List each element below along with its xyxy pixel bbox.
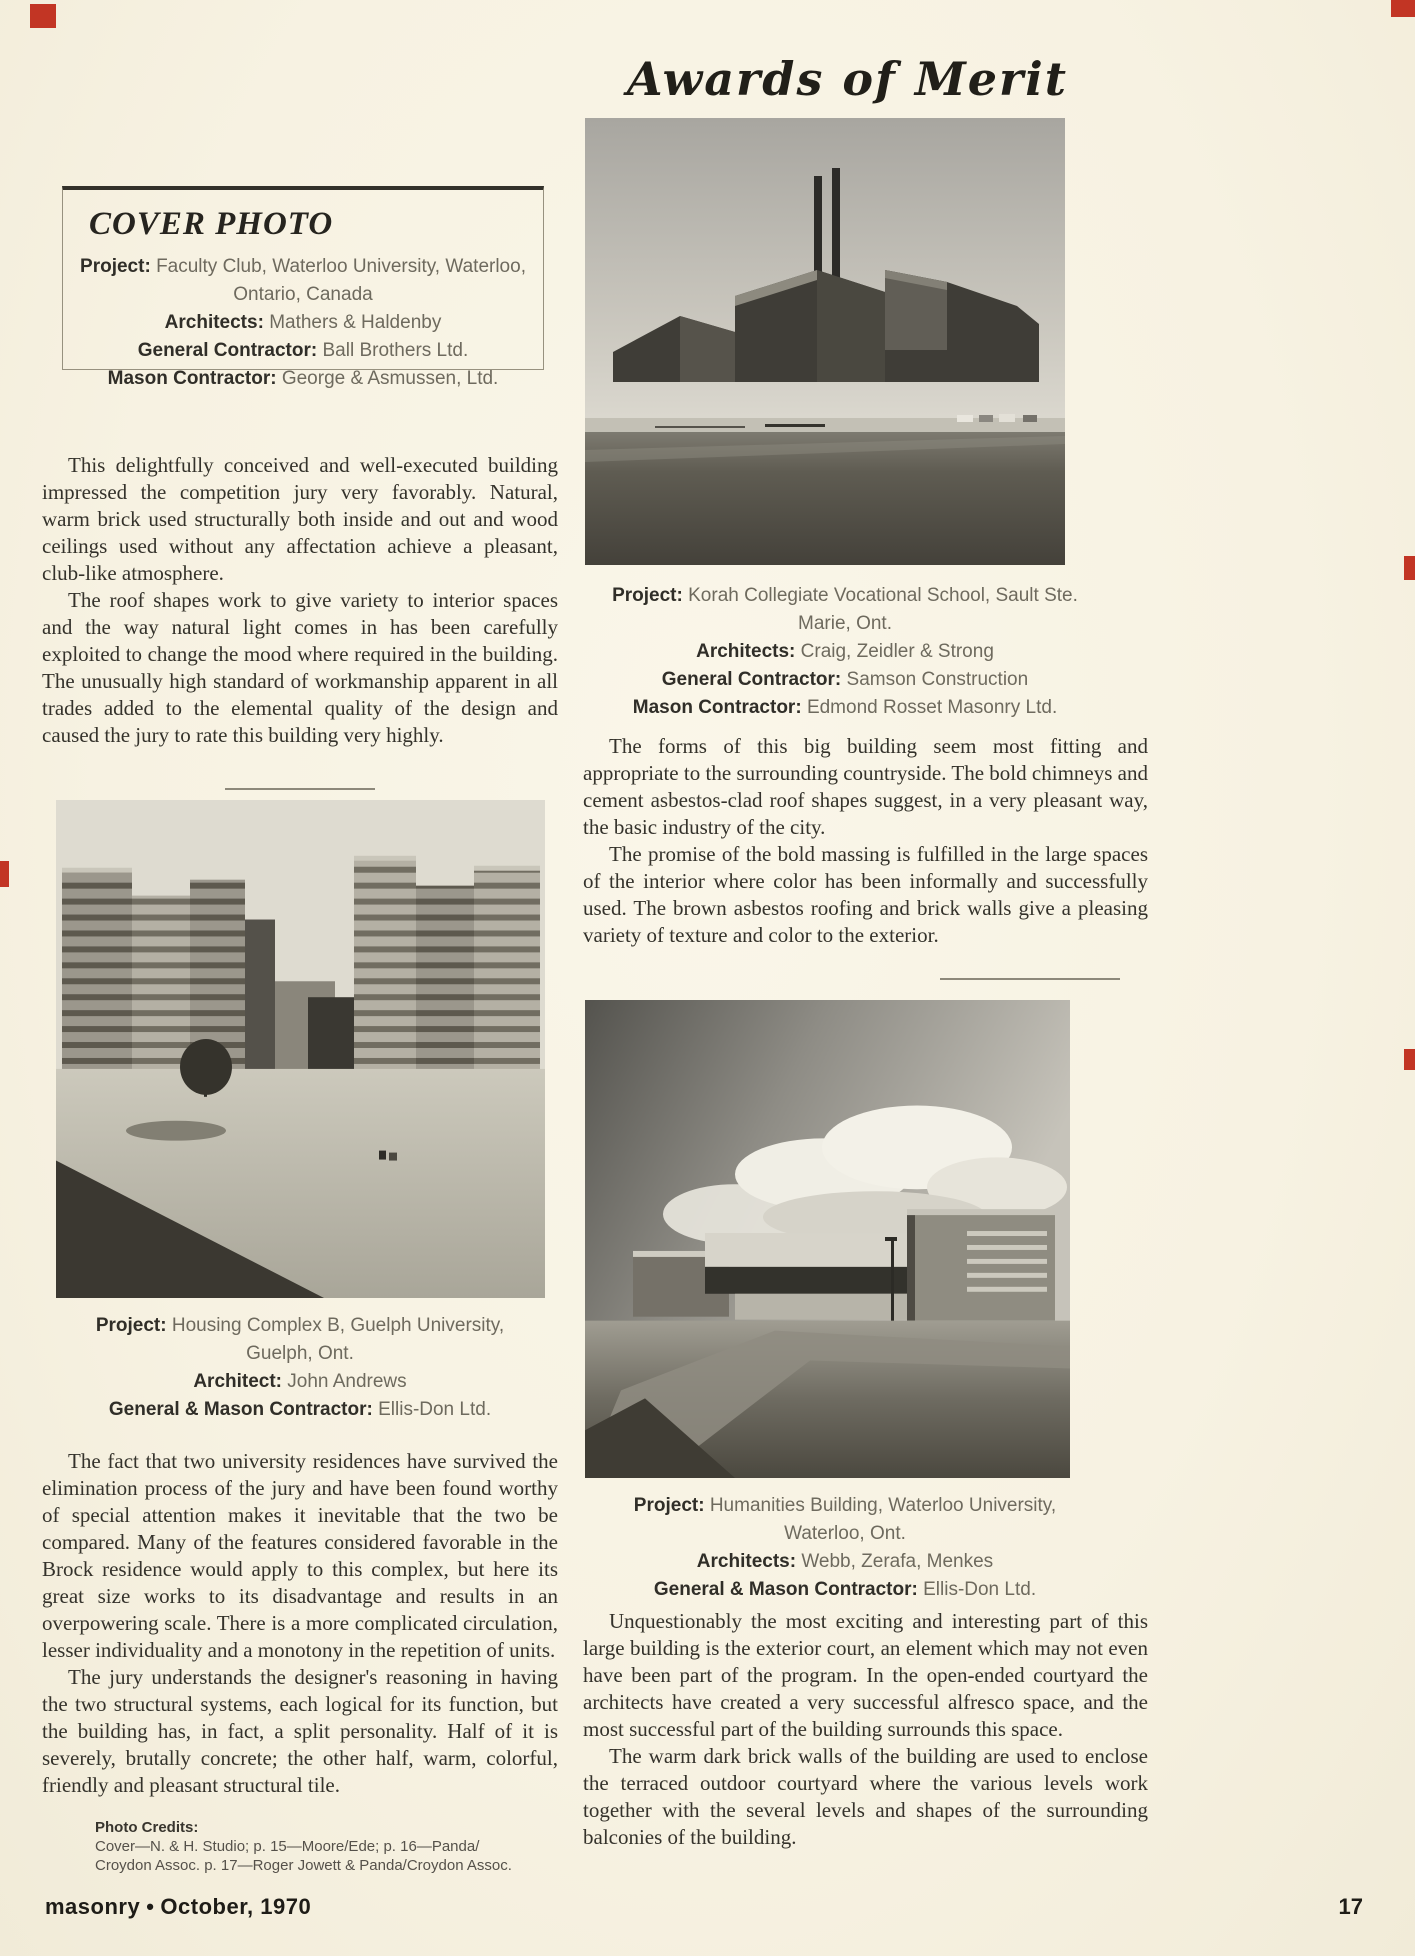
caption-value: Housing Complex B, Guelph University, Guelph, Ont. xyxy=(171,1315,505,1364)
caption-value: Samson Construction xyxy=(846,669,1029,690)
caption-value: Mathers & Haldenby xyxy=(269,312,442,333)
caption-label: Project: xyxy=(95,1315,167,1336)
journal-name: masonry xyxy=(45,1894,141,1919)
scan-mark xyxy=(30,4,56,28)
caption-line xyxy=(60,1368,540,1396)
caption-value: John Andrews xyxy=(287,1371,407,1392)
caption-label: General Contractor: xyxy=(137,340,318,361)
humanities-building-photo xyxy=(585,1000,1070,1478)
cover-story-text xyxy=(42,452,558,749)
page-title: Awards of Merit xyxy=(626,52,1068,106)
scan-mark xyxy=(1404,1049,1415,1070)
paragraph: The forms of this big building seem most fitting and appropriate to the surrounding countryside. The bold chimneys and cement asbestos-clad roof shapes suggest, in a very pleasant way, the basic industry of the city. xyxy=(583,734,1148,839)
photo-credits-line: Cover—N. & H. Studio; p. 15—Moore/Ede; p. 16—Panda/ xyxy=(95,1838,480,1855)
issue-date: October, 1970 xyxy=(160,1894,312,1919)
section-divider xyxy=(225,788,375,790)
caption-value: George & Asmussen, Ltd. xyxy=(281,368,499,389)
caption-line xyxy=(595,666,1095,694)
scan-mark xyxy=(1404,556,1415,580)
caption-label: Mason Contractor: xyxy=(632,697,802,718)
photo-credits-heading: Photo Credits: xyxy=(95,1819,199,1836)
housing-complex-illustration xyxy=(56,800,545,1298)
caption-label: Architect: xyxy=(193,1371,283,1392)
caption-line xyxy=(595,1576,1095,1604)
section-divider xyxy=(940,978,1120,980)
paragraph: Unquestionably the most exciting and interesting part of this large building is the exterior court, an element which may not even have been part of the program. In the open-ended courtyard the architects have created a very successful alfresco space, and the most successful part of the building surrounds this space. xyxy=(583,1609,1148,1741)
caption-label: General Contractor: xyxy=(661,669,842,690)
paragraph: The promise of the bold massing is fulfilled in the large spaces of the interior where color has been informally and successfully used. The brown asbestos roofing and brick walls give a pleasing variety of texture and color to the exterior. xyxy=(583,842,1148,947)
korah-school-text xyxy=(583,733,1148,949)
caption-value: Faculty Club, Waterloo University, Waterloo, Ontario, Canada xyxy=(156,256,526,305)
caption-line xyxy=(595,694,1095,722)
caption-value: Webb, Zerafa, Menkes xyxy=(801,1551,994,1572)
humanities-building-caption xyxy=(595,1492,1095,1604)
caption-value: Ellis-Don Ltd. xyxy=(378,1399,492,1420)
paragraph: The roof shapes work to give variety to interior spaces and the way natural light comes in has been carefully exploited to change the mood where required in the building. The unusually high standard of workmanship apparent in all trades added to the elemental quality of the design and caused the jury to rate this building very highly. xyxy=(42,588,558,747)
paragraph: The jury understands the designer's reasoning in having the two structural systems, each logical for its function, but the building has, in fact, a split personality. Half of it is severely, brutally concrete; the other half, warm, colorful, friendly and pleasant structural tile. xyxy=(42,1665,558,1797)
caption-line xyxy=(73,365,533,393)
caption-label: Architects: xyxy=(696,1551,797,1572)
cover-photo-title: COVER PHOTO xyxy=(89,206,334,242)
caption-line xyxy=(595,1492,1095,1548)
korah-school-photo xyxy=(585,118,1065,565)
humanities-building-illustration xyxy=(585,1000,1070,1478)
caption-line xyxy=(595,638,1095,666)
caption-label: General & Mason Contractor: xyxy=(653,1579,918,1600)
paragraph: The warm dark brick walls of the building are used to enclose the terraced outdoor courtyard where the various levels work together with the several levels and shapes of the surrounding balconies of the building. xyxy=(583,1744,1148,1849)
caption-label: Project: xyxy=(612,585,683,606)
caption-line xyxy=(60,1312,540,1368)
caption-line xyxy=(73,337,533,365)
caption-line xyxy=(595,1548,1095,1576)
caption-label: General & Mason Contractor: xyxy=(108,1399,373,1420)
caption-label: Architects: xyxy=(696,641,796,662)
caption-value: Korah Collegiate Vocational School, Sault Ste. Marie, Ont. xyxy=(688,585,1078,634)
caption-value: Edmond Rosset Masonry Ltd. xyxy=(806,697,1058,718)
scan-mark xyxy=(1391,0,1415,17)
caption-line xyxy=(60,1396,540,1424)
caption-label: Mason Contractor: xyxy=(107,368,277,389)
korah-school-caption xyxy=(595,582,1095,722)
caption-label: Architects: xyxy=(164,312,264,333)
humanities-building-text xyxy=(583,1608,1148,1851)
caption-line xyxy=(73,309,533,337)
housing-complex-photo xyxy=(56,800,545,1298)
caption-value: Humanities Building, Waterloo University, Waterloo, Ont. xyxy=(709,1495,1057,1544)
korah-school-illustration xyxy=(585,118,1065,565)
caption-line xyxy=(595,582,1095,638)
paragraph: The fact that two university residences have survived the elimination process of the jury and have been found worthy of special attention makes it inevitable that the two be compared. Many of the features considered favorable in the Brock residence would apply to this complex, but here its great size works to its disadvantage and results in an overpowering scale. There is a more complicated circulation, lesser individuality and a monotony in the repetition of units. xyxy=(42,1449,558,1662)
caption-label: Project: xyxy=(80,256,151,277)
footer-bullet: • xyxy=(146,1894,155,1919)
housing-complex-text xyxy=(42,1448,558,1799)
paragraph: This delightfully conceived and well-executed building impressed the competition jury very favorably. Natural, warm brick used structurally both inside and out and wood ceilings used without any affectation achieve a pleasant, club-like atmosphere. xyxy=(42,453,558,585)
caption-line xyxy=(73,253,533,309)
caption-value: Ellis-Don Ltd. xyxy=(923,1579,1037,1600)
footer-journal-date xyxy=(45,1894,311,1920)
cover-photo-box xyxy=(62,186,544,389)
caption-value: Ball Brothers Ltd. xyxy=(322,340,469,361)
caption-label: Project: xyxy=(633,1495,705,1516)
cover-photo-caption xyxy=(73,253,533,393)
photo-credits-line: Croydon Assoc. p. 17—Roger Jowett & Panda/Croydon Assoc. xyxy=(95,1857,512,1874)
housing-complex-caption xyxy=(60,1312,540,1424)
scan-mark xyxy=(0,861,9,887)
page-number: 17 xyxy=(1338,1894,1363,1919)
caption-value: Craig, Zeidler & Strong xyxy=(800,641,994,662)
photo-credits xyxy=(95,1818,555,1875)
